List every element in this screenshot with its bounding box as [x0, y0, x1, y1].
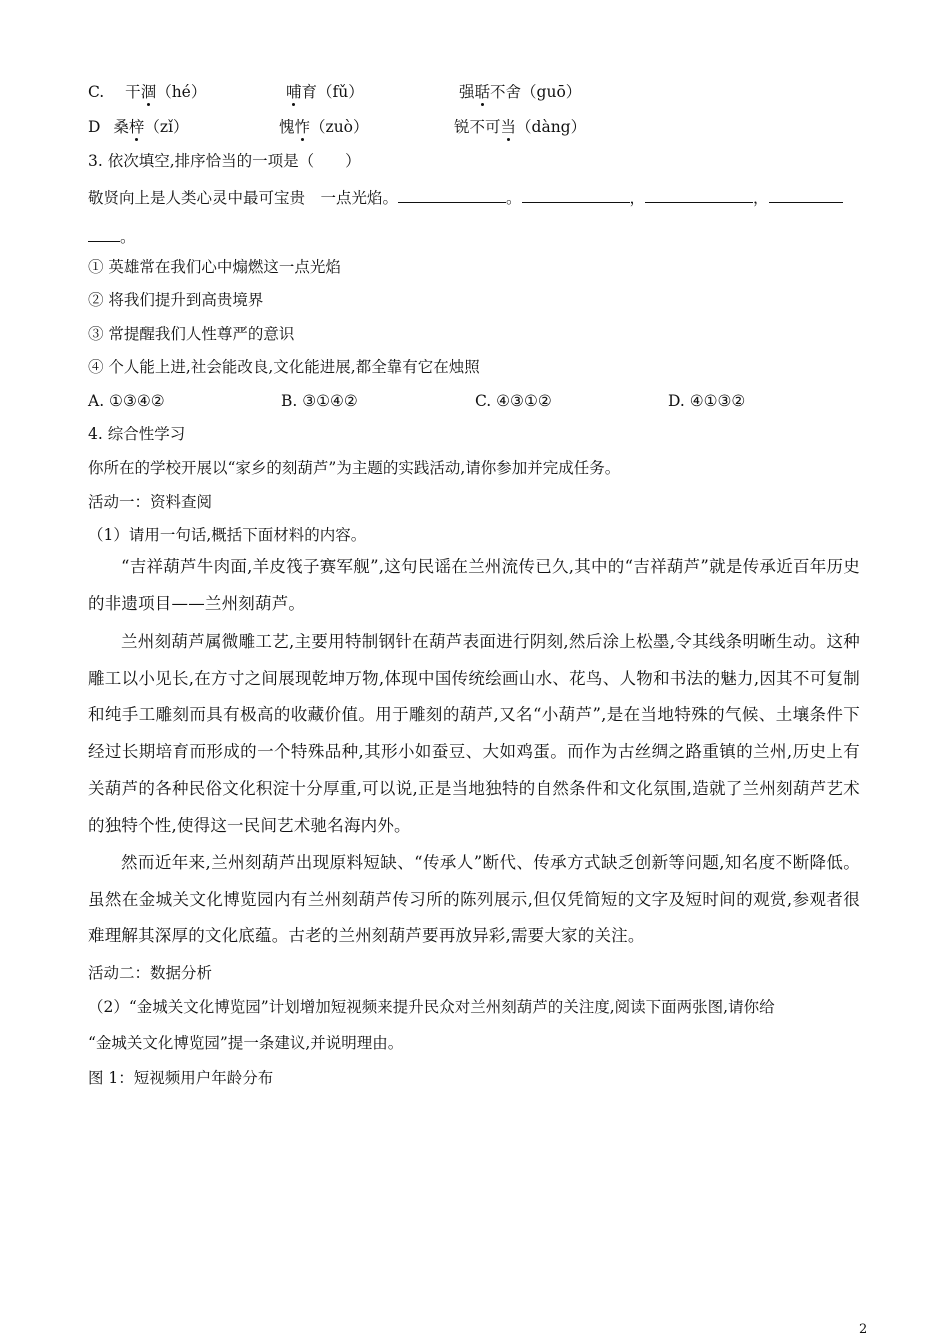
word-part: 强 — [459, 83, 475, 101]
pinyin: （zǐ） — [144, 118, 189, 136]
punct: ， — [629, 189, 646, 207]
q2-option-d-word2 — [279, 116, 369, 138]
word-part: 不舍 — [490, 83, 522, 101]
q3-option-c: C. ④③①② — [475, 392, 552, 410]
punct: 。 — [120, 228, 136, 246]
q3-stem-cont — [88, 225, 136, 248]
word-part: 桑 — [113, 118, 129, 136]
blank-2 — [522, 186, 630, 203]
dotted-char: 当 — [500, 118, 517, 136]
dotted-char: 梓 — [128, 118, 145, 136]
q3-option-b: B. ③①④② — [281, 392, 358, 410]
punct: 。 — [506, 189, 522, 207]
blank-4 — [769, 186, 843, 203]
q2-option-d — [88, 116, 189, 138]
page-number: 2 — [859, 1322, 868, 1337]
option-label: C. — [88, 83, 105, 101]
figure-1-caption: 图 1：短视频用户年龄分布 — [88, 1069, 274, 1087]
q3-item-1: ① 英雄常在我们心中煽燃这一点光焰 — [88, 258, 341, 276]
blank-3 — [645, 186, 753, 203]
pinyin: （fǔ） — [317, 83, 364, 101]
punct: ， — [753, 189, 769, 207]
dotted-char: 哺 — [286, 83, 302, 101]
q4-title: 4. 综合性学习 — [88, 425, 186, 443]
q3-title: 3. 依次填空,排序恰当的一项是（ ） — [88, 152, 361, 170]
pinyin: （zuò） — [310, 118, 369, 136]
pinyin: （hé） — [156, 83, 207, 101]
q2-option-c — [88, 81, 206, 103]
q3-item-4: ④ 个人能上进,社会能改良,文化能进展,都全靠有它在烛照 — [88, 358, 480, 376]
activity-2-heading: 活动二：数据分析 — [88, 964, 213, 982]
pinyin: （guō） — [521, 83, 582, 101]
q2-option-c-word3 — [459, 81, 581, 103]
material-paragraph-2: 兰州刻葫芦属微雕工艺,主要用特制钢针在葫芦表面进行阴刻,然后涂上松墨,令其线条明晰生动。这种雕工以小见长,在方寸之间展现乾坤万物,体现中国传统绘画山水、花鸟、人物和书法的魅力,因其不可复制和纯手工雕刻而具有极高的收藏价值。用于雕刻的葫芦,又名“小葫芦”,是在当地特殊的气候、土壤条件下经过长期培育而形成的一个特殊品种,其形小如蚕豆、大如鸡蛋。而作为古丝绸之路重镇的兰州,历史上有关葫芦的各种民俗文化积淀十分厚重,可以说,正是当地独特的自然条件和文化氛围,造就了兰州刻葫芦艺术的独特个性,使得这一民间艺术驰名海内外。 — [88, 632, 860, 835]
pinyin: （dàng） — [516, 118, 587, 136]
blank-4-cont — [88, 225, 120, 242]
word-part: 干 — [125, 83, 141, 101]
dotted-char: 怍 — [294, 118, 311, 136]
q2-option-c-word2 — [286, 81, 364, 103]
q3-item-3: ③ 常提醒我们人性尊严的意识 — [88, 325, 295, 343]
q4-intro: 你所在的学校开展以“家乡的刻葫芦”为主题的实践活动,请你参加并完成任务。 — [88, 459, 621, 477]
material-paragraph-3: 然而近年来,兰州刻葫芦出现原料短缺、“传承人”断代、传承方式缺乏创新等问题,知名度不断降低。虽然在金城关文化博览园内有兰州刻葫芦传习所的陈列展示,但仅凭简短的文字及短时间的观赏,参观者很难理解其深厚的文化底蕴。古老的兰州刻葫芦要再放异彩,需要大家的关注。 — [88, 853, 860, 946]
word-part: 锐不可 — [454, 118, 501, 136]
sub-question-2-line2: “金城关文化博览园”提一条建议,并说明理由。 — [88, 1034, 404, 1052]
blank-1 — [398, 186, 506, 203]
q3-option-a: A. ①③④② — [88, 392, 165, 410]
activity-1-heading: 活动一：资料查阅 — [88, 493, 213, 511]
q3-option-d: D. ④①③② — [668, 392, 746, 410]
material-paragraph-1: “吉祥葫芦牛肉面,羊皮筏子赛军舰”,这句民谣在兰州流传已久,其中的“吉祥葫芦”就是传承近百年历史的非遗项目——兰州刻葫芦。 — [88, 557, 860, 613]
q3-item-2: ② 将我们提升到高贵境界 — [88, 291, 264, 309]
option-label: D — [88, 118, 101, 136]
word-part: 愧 — [279, 118, 295, 136]
dotted-char: 聒 — [474, 83, 491, 101]
q3-stem-text: 敬贤向上是人类心灵中最可宝贵 一点光焰。 — [88, 189, 399, 207]
word-part: 育 — [301, 83, 318, 101]
sub-question-1: （1）请用一句话,概括下面材料的内容。 — [88, 526, 367, 544]
q3-stem — [88, 186, 843, 209]
dotted-char: 涸 — [140, 83, 157, 101]
q2-option-d-word3 — [454, 116, 586, 138]
sub-question-2-line1: （2）“金城关文化博览园”计划增加短视频来提升民众对兰州刻葫芦的关注度,阅读下面两张图,请你给 — [88, 998, 775, 1016]
